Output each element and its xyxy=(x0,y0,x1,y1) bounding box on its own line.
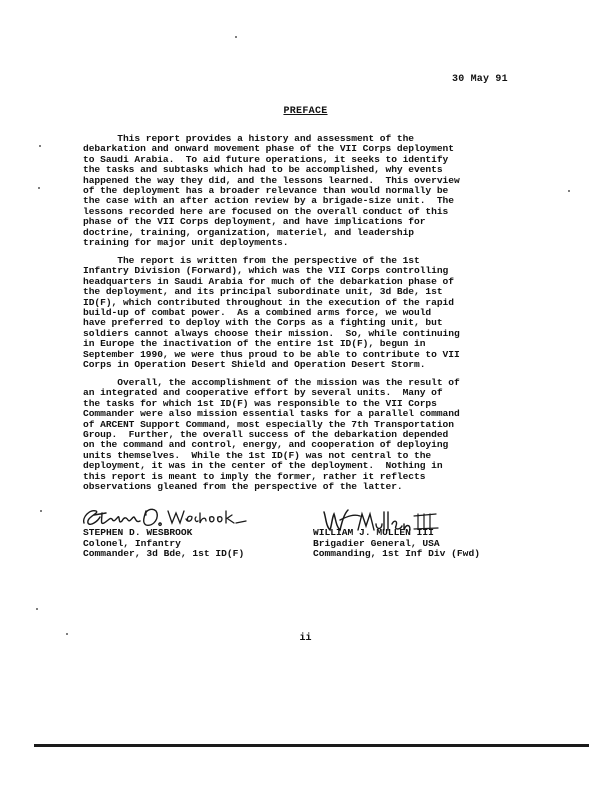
scan-speck xyxy=(66,633,68,635)
signatory-left-name: STEPHEN D. WESBROOK xyxy=(83,527,193,538)
preface-paragraph-3: Overall, the accomplishment of the mission was the result of an integrated and cooperative effort by several units. Many of the tasks for which 1st ID(F) was responsible to the VII Corps Commander were also mission essential tasks for a parallel command of ARCENT Support Command, most especially the 7th Transportation Group. Further, the overall success of the debarkation depended on the command and control, energy, and cooperation of deploying units themselves. While the 1st ID(F) was not central to the deployment, it was in the center of the deployment. Nothing in this report is meant to imply the former, rather it reflects observations gleaned from the perspective of the latter. xyxy=(83,377,460,493)
signatory-right xyxy=(313,528,480,560)
signatory-right-name: WILLIAM J. MULLEN III xyxy=(313,527,434,538)
bottom-rule xyxy=(34,744,589,747)
scan-speck xyxy=(38,187,40,189)
scan-speck xyxy=(36,608,38,610)
scan-speck xyxy=(40,510,42,512)
signatory-left-position: Commander, 3d Bde, 1st ID(F) xyxy=(83,548,245,560)
signatory-left xyxy=(83,528,244,560)
preface-paragraph-1: This report provides a history and assessment of the debarkation and onward movement phase of the VII Corps deployment to Saudi Arabia. To aid future operations, it seeks to identify the tasks and subtasks which had to be accomplished, why events happened the way they did, and the lessons learned. This overview of the deployment has a broader relevance than would normally be the case with an after action review by a brigade-size unit. The lessons recorded here are focused on the overall conduct of this phase of the VII Corps deployment, and have implications for doctrine, training, organization, materiel, and leadership training for major unit deployments. xyxy=(83,133,460,249)
page-number: ii xyxy=(299,633,312,644)
document-date: 30 May 91 xyxy=(452,74,508,85)
page-title: PREFACE xyxy=(283,106,328,117)
scan-speck xyxy=(568,190,570,192)
scan-speck xyxy=(235,36,237,38)
scan-speck xyxy=(39,145,41,147)
signatory-right-rank: Brigadier General, USA xyxy=(313,537,440,549)
signature-wesbrook xyxy=(80,503,250,529)
preface-paragraph-2: The report is written from the perspective of the 1st Infantry Division (Forward), which was the VII Corps controlling headquarters in Saudi Arabia for much of the debarkation phase of the deployment, and its principal subordinate unit, 3d Bde, 1st ID(F), which contributed throughout in the execution of the rapid build-up of combat power. As a combined arms force, we would have preferred to deploy with the Corps as a fighting unit, but soldiers cannot always choose their mission. So, while continuing in Europe the inactivation of the entire 1st ID(F), begun in September 1990, we were thus proud to be able to contribute to VII Corps in Operation Desert Shield and Operation Desert Storm. xyxy=(83,255,460,371)
signatory-right-position: Commanding, 1st Inf Div (Fwd) xyxy=(313,548,480,560)
signatory-left-rank: Colonel, Infantry xyxy=(83,537,181,549)
